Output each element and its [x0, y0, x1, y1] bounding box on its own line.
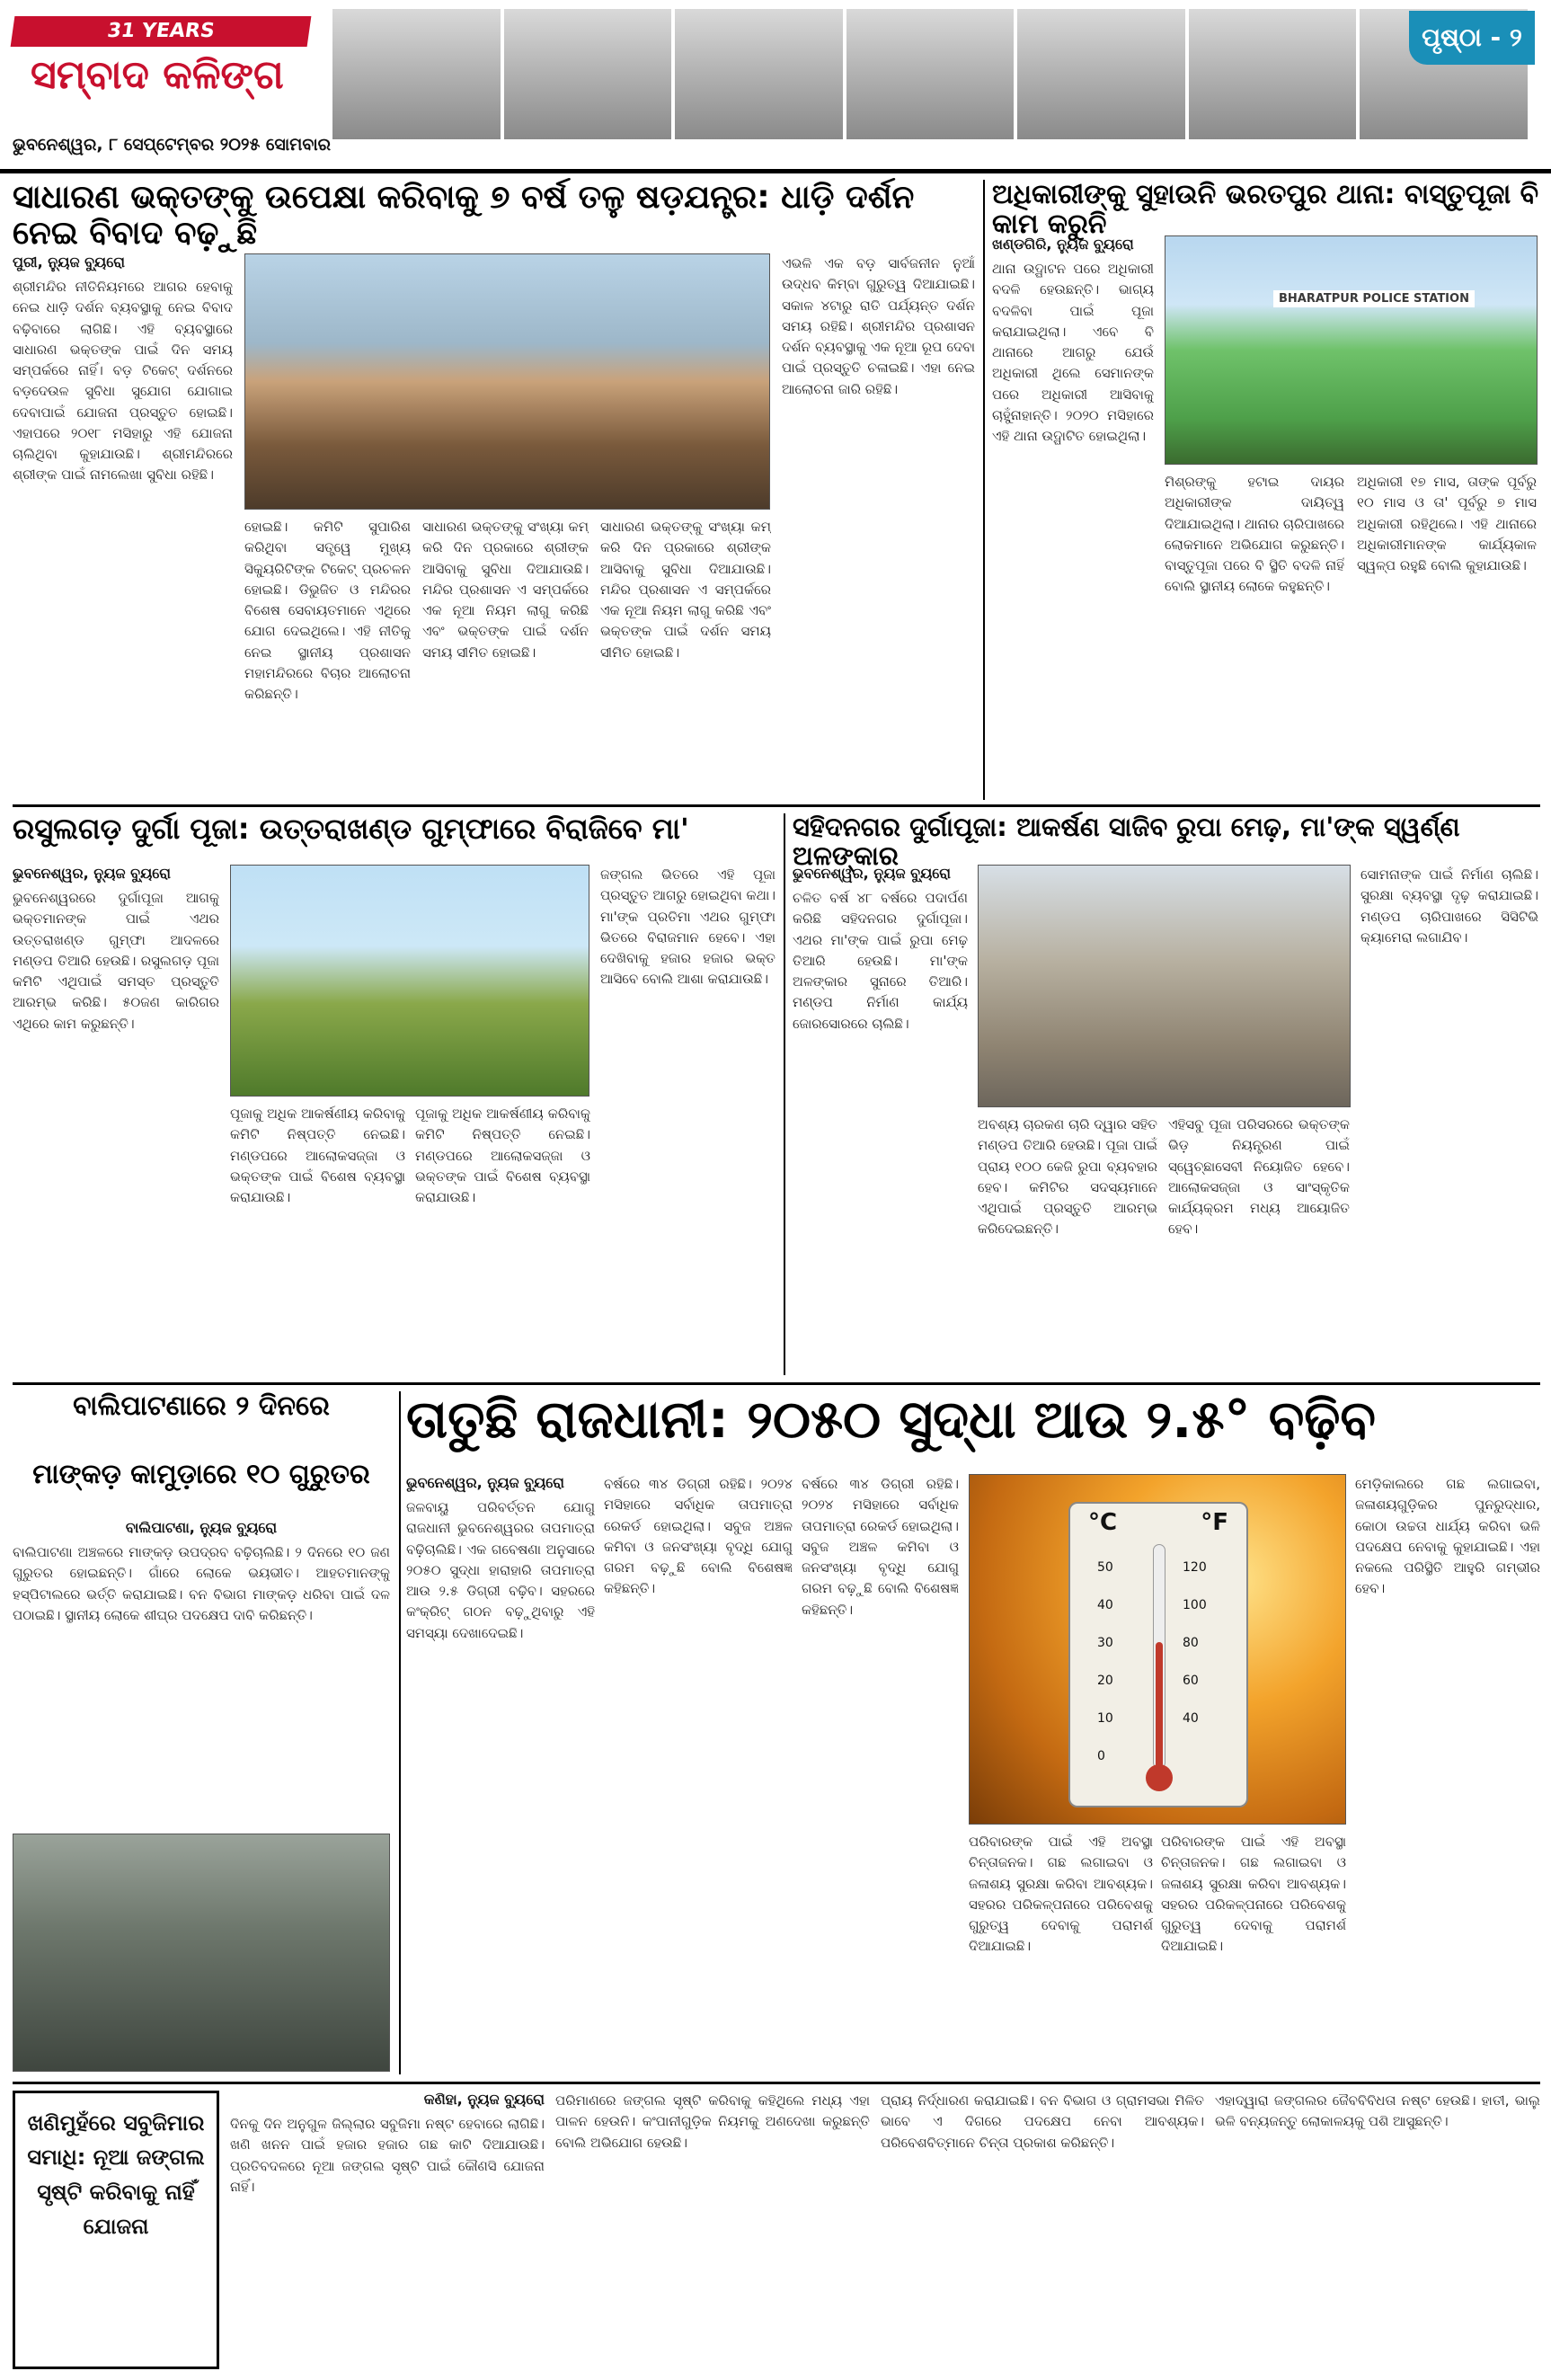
fahrenheit-tick-label: 80 [1183, 1636, 1199, 1650]
column-divider [399, 1391, 401, 2074]
story1-byline: ପୁରୀ, ନ୍ୟୁଜ ବ୍ୟୁରୋ [13, 253, 125, 271]
story6-column-3b: ପରିବାରଙ୍କ ପାଇଁ ଏହି ଅବସ୍ଥା ଚିନ୍ତାଜନକ। ଗଛ ଲଗାଇବା ଓ ଜଳାଶୟ ସୁରକ୍ଷା କରିବା ଆବଶ୍ୟକ। ସହରର ପରିକଳ୍ପନାରେ ପରିବେଶକୁ ଗୁରୁତ୍ୱ ଦେବାକୁ ପରାମର୍ଶ ଦିଆଯାଇଛି। [1161, 1834, 1346, 1955]
story7-headline-box [13, 2091, 219, 2369]
celsius-tick-label: 0 [1097, 1749, 1105, 1763]
thermometer-scale [1068, 1502, 1248, 1807]
thermometer-bulb [1146, 1764, 1173, 1791]
story4-text: ଚଳିତ ବର୍ଷ ୪୮ ବର୍ଷରେ ପଦାର୍ପଣ କରିଛି ସହିଦନଗର ଦୁର୍ଗାପୂଜା। ଏଥର ମା'ଙ୍କ ପାଇଁ ରୁପା ମେଢ଼ ତିଆରି ହେଉଛି। ମା'ଙ୍କ ଅଳଙ୍କାର ସୁନାରେ ତିଆରି। ମଣ୍ଡପ ନିର୍ମାଣ କାର୍ଯ୍ୟ ଜୋରସୋରରେ ଚାଲିଛି। [793, 890, 968, 1032]
story3-text: ଭୁବନେଶ୍ୱରରେ ଦୁର୍ଗାପୂଜା ଆଗକୁ ଭକ୍ତମାନଙ୍କ ପାଇଁ ଏଥର ଉତ୍ତରାଖଣ୍ଡ ଗୁମ୍ଫା ଆଦଳରେ ମଣ୍ଡପ ତିଆରି ହେଉଛି। ରସୁଲଗଡ଼ ପୂଜା କମିଟି ଏଥିପାଇଁ ସମସ୍ତ ପ୍ରସ୍ତୁତି ଆରମ୍ଭ କରିଛି। ୫୦ଜଣ କାରିଗର ଏଥିରେ କାମ କରୁଛନ୍ତି। [13, 890, 219, 1032]
story7-column-2: ପରିମାଣରେ ଜଙ୍ଗଲ ସୃଷ୍ଟି କରିବାକୁ କହିଥିଲେ ମଧ୍ୟ ଏହା ପାଳନ ହେଉନି। କଂପାନୀଗୁଡ଼ିକ ନିୟମକୁ ଅଣଦେଖା କରୁଛନ୍ତି ବୋଲି ଅଭିଯୋଗ ହେଉଛି। [555, 2092, 870, 2151]
story7-headline [15, 2093, 217, 2257]
story4-byline: ଭୁବନେଶ୍ୱର, ନ୍ୟୁଜ ବ୍ୟୁରୋ [793, 865, 952, 882]
masthead-photo-strip [332, 9, 1528, 139]
story4-column-3: ଏହିସବୁ ପୂଜା ପରିସରରେ ଭକ୍ତଙ୍କ ଭିଡ଼ ନିୟନ୍ତ୍ରଣ ପାଇଁ ସ୍ୱେଚ୍ଛାସେବୀ ନିୟୋଜିତ ହେବେ। ଆଲୋକସଜ୍ଜା ଓ ସାଂସ୍କୃତିକ କାର୍ଯ୍ୟକ୍ରମ ମଧ୍ୟ ଆୟୋଜିତ ହେବ। [1168, 1116, 1350, 1238]
story7-text: ଦିନକୁ ଦିନ ଅନୁଗୁଳ ଜିଲ୍ଲାର ସବୁଜିମା ନଷ୍ଟ ହେବାରେ ଲାଗିଛି। ଖଣି ଖନନ ପାଇଁ ହଜାର ହଜାର ଗଛ କାଟି ଦିଆଯାଉଛି। ପ୍ରତିବଦଳରେ ନୂଆ ଜଙ୍ଗଲ ସୃଷ୍ଟି ପାଇଁ କୌଣସି ଯୋଜନା ନାହିଁ। [230, 2116, 545, 2195]
story4-headline: ସହିଦନଗର ଦୁର୍ଗାପୂଜା: ଆକର୍ଷଣ ସାଜିବ ରୁପା ମେଢ଼, ମା'ଙ୍କ ସ୍ୱର୍ଣ୍ଣ ଅଳଙ୍କାର [793, 812, 1460, 871]
story1-column-3b: ସାଧାରଣ ଭକ୍ତଙ୍କୁ ସଂଖ୍ୟା କମ୍ କରି ଦିନ ପ୍ରକାରେ ଶ୍ରୀଙ୍କ ଆସିବାକୁ ସୁବିଧା ଦିଆଯାଉଛି। ମନ୍ଦିର ପ୍ରଶାସନ ଏ ସମ୍ପର୍କରେ ଏକ ନୂଆ ନିୟମ ଲାଗୁ କରିଛି ଏବଂ ଭକ୍ତଙ୍କ ପାଇଁ ଦର୍ଶନ ସମୟ ସୀମିତ ହୋଇଛି। [600, 519, 771, 661]
story6-column-2: ବର୍ଷରେ ୩୪ ଡିଗ୍ରୀ ରହିଛି। ୨୦୨୪ ମସିହାରେ ସର୍ବାଧିକ ତାପମାତ୍ରା ରେକର୍ଡ ହୋଇଥିଲା। ସବୁଜ ଅଞ୍ଚଳ କମିବା ଓ ଜନସଂଖ୍ୟା ବୃଦ୍ଧି ଯୋଗୁ ଗରମ ବଢ଼ୁଛି ବୋଲି ବିଶେଷଜ୍ଞ କହିଛନ୍ତି। [604, 1476, 793, 1597]
story6-column-2b: ବର୍ଷରେ ୩୪ ଡିଗ୍ରୀ ରହିଛି। ୨୦୨୪ ମସିହାରେ ସର୍ବାଧିକ ତାପମାତ୍ରା ରେକର୍ଡ ହୋଇଥିଲା। ସବୁଜ ଅଞ୍ଚଳ କମିବା ଓ ଜନସଂଖ୍ୟା ବୃଦ୍ଧି ଯୋଗୁ ଗରମ ବଢ଼ୁଛି ବୋଲି ବିଶେଷଜ୍ଞ କହିଛନ୍ତି। [802, 1476, 959, 1618]
story3-column-1 [13, 865, 219, 1372]
story2-column-1 [992, 235, 1154, 797]
story5-text: ବାଲିପାଟଣା ଅଞ୍ଚଳରେ ମାଙ୍କଡ଼ ଉପଦ୍ରବ ବଢ଼ିଚାଲିଛି। ୨ ଦିନରେ ୧୦ ଜଣ ଗୁରୁତର ହୋଇଛନ୍ତି। ଗାଁରେ ଲୋକେ ଭୟଭୀତ। ଆହତମାନଙ୍କୁ ହସ୍ପିଟାଲରେ ଭର୍ତ୍ତି କରାଯାଇଛି। ବନ ବିଭାଗ ମାଙ୍କଡ଼ ଧରିବା ପାଇଁ ଦଳ ପଠାଇଛି। ସ୍ଥାନୀୟ ଲୋକେ ଶୀଘ୍ର ପଦକ୍ଷେପ ଦାବି କରିଛନ୍ତି। [13, 1544, 390, 1623]
section-divider [13, 2082, 1540, 2084]
fahrenheit-label: °F [1201, 1509, 1228, 1536]
story7-headline-line: ଯୋଜନା [83, 2214, 149, 2240]
page-number-badge: ପୃଷ୍ଠା - ୨ [1409, 11, 1535, 65]
masthead-photo [1017, 9, 1185, 139]
celsius-tick-label: 10 [1097, 1711, 1113, 1726]
masthead-photo [504, 9, 672, 139]
masthead-photo [332, 9, 501, 139]
masthead-divider [0, 169, 1551, 173]
story2-byline: ଖଣ୍ଡଗିରି, ନ୍ୟୁଜ ବ୍ୟୁରୋ [992, 235, 1134, 253]
story3-headline: ରସୁଲଗଡ଼ ଦୁର୍ଗା ପୂଜା: ଉତ୍ତରାଖଣ୍ଡ ଗୁମ୍ଫାରେ ବିରାଜିବେ ମା' [13, 812, 689, 846]
story5-headline-1: ବାଲିପାଟଣାରେ ୨ ଦିନରେ [73, 1390, 330, 1422]
story2-column-2: ମିଶ୍ରଙ୍କୁ ହଟାଇ ଦାୟର ଅଧିକାରୀଙ୍କ ଦାୟିତ୍ୱ ଦିଆଯାଇଥିଲା। ଥାନାର ଚାରିପାଖରେ ଲୋକମାନେ ଅଭିଯୋଗ କରୁଛନ୍ତି। ବାସ୍ତୁପୂଜା ପରେ ବି ସ୍ଥିତି ବଦଳି ନାହିଁ ବୋଲି ସ୍ଥାନୀୟ ଲୋକେ କହୁଛନ୍ତି। [1165, 474, 1344, 595]
story7-column-1 [230, 2091, 545, 2369]
section-divider [13, 804, 1540, 807]
story1-column-4: ଏଭଳି ଏକ ବଡ଼ ସାର୍ବଜନୀନ ନୁଆଁ ଉଦ୍ଧବ କିମ୍ବା ଗୁରୁତ୍ୱ ଦିଆଯାଇଛି। ସକାଳ ୪ଟାରୁ ରାତି ପର୍ଯ୍ୟନ୍ତ ଦର୍ଶନ ସମୟ ରହିଛି। ଶ୍ରୀମନ୍ଦିର ପ୍ରଶାସନ ଦର୍ଶନ ବ୍ୟବସ୍ଥାକୁ ଏକ ନୂଆ ରୂପ ଦେବା ପାଇଁ ପ୍ରସ୍ତୁତି ଚଳାଇଛି। ଏହା ନେଇ ଆଲୋଚନା ଜାରି ରହିଛି। [782, 255, 975, 397]
masthead-photo [1189, 9, 1357, 139]
celsius-tick-label: 50 [1097, 1560, 1113, 1575]
story7-headline-line: ଖଣିମୁହଁରେ ସବୁଜିମାର [27, 2110, 205, 2136]
story1-headline: ସାଧାରଣ ଭକ୍ତଙ୍କୁ ଉପେକ୍ଷା କରିବାକୁ ୭ ବର୍ଷ ତଳୁ ଷଡ଼ଯନ୍ତ୍ର: ଧାଡ଼ି ଦର୍ଶନ ନେଇ ବିବାଦ ବଢ଼ୁଛି [13, 179, 915, 252]
fahrenheit-tick-label: 40 [1183, 1711, 1199, 1726]
story2-text: ଥାନା ଉଦ୍ଘାଟନ ପରେ ଅଧିକାରୀ ବଦଳି ହେଉଛନ୍ତି। ଭାଗ୍ୟ ବଦଳିବା ପାଇଁ ପୂଜା କରାଯାଇଥିଲା। ଏବେ ବି ଥାନାରେ ଆଗରୁ ଯେଉଁ ଅଧିକାରୀ ଥିଲେ ସେମାନଙ୍କ ପରେ ଅଧିକାରୀ ଆସିବାକୁ ଚାହୁଁନାହାନ୍ତି। ୨୦୨୦ ମସିହାରେ ଏହି ଥାନା ଉଦ୍ଘାଟିତ ହୋଇଥିଲା। [992, 261, 1154, 444]
story4-column-2: ଅବଶ୍ୟ ଚାରକଣ ଚାରି ଦ୍ୱାର ସହିତ ମଣ୍ଡପ ତିଆରି ହେଉଛି। ପୂଜା ପାଇଁ ପ୍ରାୟ ୧୦୦ କେଜି ରୁପା ବ୍ୟବହାର ହେବ। କମିଟିର ସଦସ୍ୟମାନେ ଏଥିପାଇଁ ପ୍ରସ୍ତୁତି ଆରମ୍ଭ କରିଦେଇଛନ୍ତି। [978, 1116, 1157, 1238]
column-divider [784, 813, 785, 1375]
story1-column-3: ସାଧାରଣ ଭକ୍ତଙ୍କୁ ସଂଖ୍ୟା କମ୍ କରି ଦିନ ପ୍ରକାରେ ଶ୍ରୀଙ୍କ ଆସିବାକୁ ସୁବିଧା ଦିଆଯାଉଛି। ମନ୍ଦିର ପ୍ରଶାସନ ଏ ସମ୍ପର୍କରେ ଏକ ନୂଆ ନିୟମ ଲାଗୁ କରିଛି ଏବଂ ଭକ୍ତଙ୍କ ପାଇଁ ଦର୍ଶନ ସମୟ ସୀମିତ ହୋଇଛି। [422, 519, 589, 661]
fahrenheit-ticks [1183, 1549, 1228, 1737]
police-station-sign: BHARATPUR POLICE STATION [1273, 290, 1475, 307]
story7-headline-line: ସୃଷ୍ଟି କରିବାକୁ ନାହିଁ [37, 2179, 195, 2205]
story6-text: ଜଳବାୟୁ ପରିବର୍ତ୍ତନ ଯୋଗୁ ରାଜଧାନୀ ଭୁବନେଶ୍ୱରର ତାପମାତ୍ରା ବଢ଼ିଚାଲିଛି। ଏକ ଗବେଷଣା ଅନୁସାରେ ୨୦୫୦ ସୁଦ୍ଧା ହାରାହାରି ତାପମାତ୍ରା ଆଉ ୨.୫ ଡିଗ୍ରୀ ବଢ଼ିବ। ସହରରେ କଂକ୍ରିଟ୍ ଗଠନ ବଢ଼ୁଥିବାରୁ ଏହି ସମସ୍ୟା ଦେଖାଦେଇଛି। [406, 1499, 595, 1641]
story7-byline: କଣିହା, ନ୍ୟୁଜ ବ୍ୟୁରୋ [423, 2091, 545, 2108]
story3-column-2: ପୂଜାକୁ ଅଧିକ ଆକର୍ଷଣୀୟ କରିବାକୁ କମିଟି ନିଷ୍ପତ୍ତି ନେଇଛି। ମଣ୍ଡପରେ ଆଲୋକସଜ୍ଜା ଓ ଭକ୍ତଙ୍କ ପାଇଁ ବିଶେଷ ବ୍ୟବସ୍ଥା କରାଯାଉଛି। [230, 1106, 405, 1205]
monkey-bite-victims-photo [13, 1834, 390, 2072]
masthead-photo [675, 9, 843, 139]
thermometer-tube [1153, 1544, 1165, 1769]
dateline: ଭୁବନେଶ୍ୱର, ୮ ସେପ୍ଟେମ୍ବର ୨୦୨୫ ସୋମବାର [13, 135, 332, 155]
story7-column-4: ଏହାଦ୍ୱାରା ଜଙ୍ଗଲର ଜୈବବିବିଧତା ନଷ୍ଟ ହେଉଛି। ହାତୀ, ଭାଲୁ ଭଳି ବନ୍ୟଜନ୍ତୁ ଲୋକାଳୟକୁ ପଶି ଆସୁଛନ୍ତି। [1215, 2092, 1540, 2130]
hill-temple-photo [230, 865, 589, 1097]
story1-column-2: ହୋଇଛି। କମିଟି ସୁପାରିଶ କରିଥିବା ସତ୍ତ୍ୱେ ମୁଖ୍ୟ ସିକ୍ୟୁରିଟିଙ୍କ ଟିକେଟ୍ ପ୍ରଚଳନ ହୋଇଛି। ଡିଭୁଜିତ ଓ ମନ୍ଦିରର ବିଶେଷ ସେବାୟତମାନେ ଏଥିରେ ଯୋଗ ଦେଇଥିଲେ। ଏହି ନୀତିକୁ ନେଇ ସ୍ଥାନୀୟ ପ୍ରଶାସନ ମହାମନ୍ଦିରରେ ବିଚାର ଆଲୋଚନା କରିଛନ୍ତି। [244, 519, 411, 702]
celsius-tick-label: 30 [1097, 1636, 1113, 1650]
section-divider [13, 1382, 1540, 1385]
story1-text: ଶ୍ରୀମନ୍ଦିର ନୀତିନିୟମରେ ଆଗର ହେବାକୁ ନେଇ ଧାଡ଼ି ଦର୍ଶନ ବ୍ୟବସ୍ଥାକୁ ନେଇ ବିବାଦ ବଢ଼ିବାରେ ଲାଗିଛି। ଏହି ବ୍ୟବସ୍ଥାରେ ସାଧାରଣ ଭକ୍ତଙ୍କ ପାଇଁ ଦିନ ସମୟ ସମ୍ପର୍କରେ ନାହିଁ। ବଡ଼ ଟିକେଟ୍ ଦର୍ଶନରେ ବଡ଼ଦେଉଳ ସୁବିଧା ସୁଯୋଗ ଯୋଗାଇ ଦେବାପାଇଁ ଯୋଜନା ପ୍ରସ୍ତୁତ ହୋଇଛି। ଏହାପରେ ୨୦୧୮ ମସିହାରୁ ଏହି ଯୋଜନା ଚାଲିଥିବା କୁହାଯାଉଛି। ଶ୍ରୀମନ୍ଦିରରେ ଶ୍ରୀଙ୍କ ପାଇଁ ନାମଲେଖା ସୁବିଧା ରହିଛି। [13, 279, 233, 484]
story7-headline-line: ସମାଧି: ନୂଆ ଜଙ୍ଗଲ [27, 2145, 205, 2171]
story5-byline: ବାଲିପାଟଣା, ନ୍ୟୁଜ ବ୍ୟୁରୋ [125, 1519, 278, 1536]
story6-byline: ଭୁବନେଶ୍ୱର, ନ୍ୟୁଜ ବ୍ୟୁରୋ [406, 1474, 565, 1491]
story3-column-2b: ପୂଜାକୁ ଅଧିକ ଆକର୍ଷଣୀୟ କରିବାକୁ କମିଟି ନିଷ୍ପତ୍ତି ନେଇଛି। ମଣ୍ଡପରେ ଆଲୋକସଜ୍ଜା ଓ ଭକ୍ତଙ୍କ ପାଇଁ ବିଶେଷ ବ୍ୟବସ୍ଥା କରାଯାଉଛି। [415, 1106, 590, 1205]
fahrenheit-tick-label: 60 [1183, 1674, 1199, 1688]
story7-column-3: ପ୍ରାୟ ନିର୍ଦ୍ଧାରଣ କରାଯାଇଛି। ବନ ବିଭାଗ ଓ ଗ୍ରାମସଭା ମିଳିତ ଭାବେ ଏ ଦିଗରେ ପଦକ୍ଷେପ ନେବା ଆବଶ୍ୟକ। ପରିବେଶବିତ୍ମାନେ ଚିନ୍ତା ପ୍ରକାଶ କରିଛନ୍ତି। [881, 2092, 1204, 2151]
story5-headline-2: ମାଙ୍କଡ଼ କାମୁଡ଼ାରେ ୧୦ ଗୁରୁତର [32, 1459, 370, 1490]
story6-headline: ତାତୁଛି ରାଜଧାନୀ: ୨୦୫୦ ସୁଦ୍ଧା ଆଉ ୨.୫° ବଢ଼ିବ [406, 1389, 1376, 1450]
story2-column-3: ଅଧିକାରୀ ୧୭ ମାସ, ତାଙ୍କ ପୂର୍ବରୁ ୧୦ ମାସ ଓ ତା' ପୂର୍ବରୁ ୭ ମାସ ଅଧିକାରୀ ରହିଥିଲେ। ଏହି ଥାନାରେ ଅଧିକାରୀମାନଙ୍କ କାର୍ଯ୍ୟକାଳ ସ୍ୱଳ୍ପ ରହୁଛି ବୋଲି କୁହାଯାଉଛି। [1357, 474, 1537, 573]
column-divider [983, 180, 985, 800]
fahrenheit-tick-label: 120 [1183, 1560, 1207, 1575]
celsius-tick-label: 40 [1097, 1598, 1113, 1612]
celsius-ticks [1097, 1549, 1142, 1775]
story6-column-3: ପରିବାରଙ୍କ ପାଇଁ ଏହି ଅବସ୍ଥା ଚିନ୍ତାଜନକ। ଗଛ ଲଗାଇବା ଓ ଜଳାଶୟ ସୁରକ୍ଷା କରିବା ଆବଶ୍ୟକ। ସହରର ପରିକଳ୍ପନାରେ ପରିବେଶକୁ ଗୁରୁତ୍ୱ ଦେବାକୁ ପରାମର୍ଶ ଦିଆଯାଇଛି। [969, 1834, 1153, 1955]
fahrenheit-tick-label: 100 [1183, 1598, 1207, 1612]
newspaper-logo [13, 16, 318, 102]
story6-column-4: ମେଡ଼ିକାଲରେ ଗଛ ଲଗାଇବା, ଜଳାଶୟଗୁଡ଼ିକର ପୁନରୁଦ୍ଧାର, କୋଠା ଉଚ୍ଚତା ଧାର୍ଯ୍ୟ କରିବା ଭଳି ପଦକ୍ଷେପ ନେବାକୁ କୁହାଯାଇଛି। ଏହା ନକଲେ ପରିସ୍ଥିତି ଆହୁରି ଗମ୍ଭୀର ହେବ। [1355, 1476, 1540, 1597]
celsius-label: °C [1088, 1509, 1118, 1536]
thermometer-photo [969, 1474, 1346, 1825]
mercury-column [1156, 1642, 1163, 1768]
police-station-photo [1165, 235, 1538, 465]
story6-column-1 [406, 1474, 595, 2074]
pandal-scaffold-photo [978, 865, 1351, 1107]
story3-column-3: ଜଙ୍ଗଲ ଭିତରେ ଏହି ପୂଜା ପ୍ରସ୍ତୁତ ଆଗରୁ ହୋଇଥିବା କଥା। ମା'ଙ୍କ ପ୍ରତିମା ଏଥର ଗୁମ୍ଫା ଭିତରେ ବିରାଜମାନ ହେବେ। ଏହା ଦେଖିବାକୁ ହଜାର ହଜାର ଭକ୍ତ ଆସିବେ ବୋଲି ଆଶା କରାଯାଉଛି। [600, 866, 776, 988]
newspaper-title: ସମ୍ବାଦ କଳିଙ୍ଗ [31, 52, 284, 98]
story5-body [13, 1519, 390, 1829]
story4-column-1 [793, 865, 968, 1372]
story2-headline: ଅଧିକାରୀଙ୍କୁ ସୁହାଉନି ଭରତପୁର ଥାନା: ବାସ୍ତୁପୂଜା ବି କାମ କରୁନି [992, 179, 1539, 240]
story3-byline: ଭୁବନେଶ୍ୱର, ନ୍ୟୁଜ ବ୍ୟୁରୋ [13, 865, 172, 882]
story1-column-1 [13, 253, 233, 793]
masthead [0, 0, 1551, 175]
masthead-photo [846, 9, 1015, 139]
celsius-tick-label: 20 [1097, 1674, 1113, 1688]
story4-column-4: ସୋମନାଙ୍କ ପାଇଁ ନିର୍ମାଣ ଚାଲିଛି। ସୁରକ୍ଷା ବ୍ୟବସ୍ଥା ଦୃଢ଼ କରାଯାଇଛି। ମଣ୍ଡପ ଚାରିପାଖରେ ସିସିଟିଭି କ୍ୟାମେରା ଲଗାଯିବ। [1360, 866, 1538, 946]
temple-crowd-photo [244, 253, 770, 510]
years-ribbon: 31 YEARS [11, 16, 312, 47]
